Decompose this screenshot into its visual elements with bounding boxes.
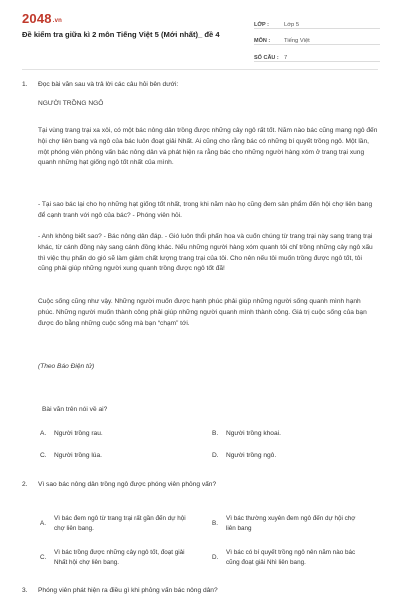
- question-number: 3.: [22, 587, 28, 594]
- answer-option-d[interactable]: [212, 548, 382, 570]
- option-text: Người trồng ngô.: [226, 452, 277, 459]
- question-number: 2.: [22, 481, 28, 488]
- question-prompt: Phóng viên phát hiện ra điều gì khi phỏng vấn bác nông dân?: [38, 587, 218, 594]
- passage-paragraph: - Anh không biết sao? - Bác nông dân đáp. - Gió luôn thổi phấn hoa và cuốn chúng từ trang trại này sang trang trại khác, từ cánh đồng này sang cánh đồng khác. Nếu những người hàng xóm quanh tôi chỉ trồng những cây ngô xấu thì việc thụ phấn do gió sẽ làm giảm chất lượng trang trại của tôi. Cho nên nếu tôi muốn trồng được ngô tốt, tôi cũng phải giúp những người xung quanh trồng được ngô tốt đã!: [38, 233, 373, 273]
- answer-option-d[interactable]: [212, 451, 382, 463]
- answer-option-c[interactable]: [40, 451, 210, 463]
- option-letter: D.: [212, 452, 219, 459]
- page-title: Đề kiểm tra giữa kì 2 môn Tiếng Việt 5 (Mới nhất)_ đề 4: [22, 30, 220, 39]
- answer-option-b[interactable]: [212, 429, 382, 441]
- option-letter: A.: [40, 430, 47, 437]
- option-text: Người trồng khoai.: [226, 430, 281, 437]
- option-text: Vì bác trồng được những cây ngô tốt, đoạt giải Nhất hội chợ liên bang.: [54, 549, 185, 566]
- meta-label: MÔN :: [254, 38, 271, 44]
- meta-value: Lớp 5: [284, 21, 300, 28]
- option-letter: C.: [40, 452, 47, 459]
- answer-option-c[interactable]: [40, 548, 210, 570]
- answer-option-b[interactable]: [212, 514, 382, 536]
- meta-label: LỚP :: [254, 21, 269, 28]
- option-text: Vì bác thường xuyên đem ngô đến dự hội chợ liên bang: [226, 515, 356, 532]
- option-text: Vì bác có bí quyết trồng ngô nên năm nào bác cũng đoạt giải Nhì liên bang.: [226, 549, 356, 566]
- page-header: [0, 0, 400, 66]
- meta-label: SỐ CÂU :: [254, 54, 279, 61]
- meta-row-class: [254, 14, 380, 29]
- passage-paragraph: Tại vùng trang trại xa xôi, có một bác nông dân trồng được những cây ngô rất tốt. Năm nào bác cũng mang ngô đến hội chợ liên bang và ngô của bác luôn đoạt giải Nhất. Ai cũng cho rằng bác có những bí quyết trồng ngô. Một lần, một phóng viên phỏng vấn bác nông dân và phát hiện ra rằng bác cho những người hàng xóm ở trang trại xung quanh những hạt giống ngô tốt nhất của mình.: [38, 127, 378, 167]
- passage-source: (Theo Báo Điện tử): [38, 363, 95, 370]
- quiz-meta: [254, 14, 380, 64]
- question-prompt: Vì sao bác nông dân trồng ngô được phóng viên phỏng vấn?: [38, 481, 217, 488]
- option-letter: A.: [40, 520, 46, 527]
- answer-option-a[interactable]: [40, 429, 210, 441]
- option-text: Người trồng lúa.: [54, 452, 102, 459]
- header-divider: [22, 69, 378, 70]
- meta-row-subject: [254, 31, 380, 46]
- passage-title: NGƯỜI TRỒNG NGÔ: [38, 100, 104, 107]
- option-letter: B.: [212, 430, 219, 437]
- meta-row-count: [254, 47, 380, 62]
- meta-value: Tiếng Việt: [284, 38, 310, 44]
- passage-paragraph: - Tại sao bác lại cho họ những hạt giống tốt nhất, trong khi năm nào họ cũng đem sản phẩm đến hội chợ liên bang để cạnh tranh với ngô của bác? - Phóng viên hỏi.: [38, 201, 373, 219]
- option-letter: C.: [40, 554, 47, 561]
- option-text: Vì bác đem ngô từ trang trại rất gần đến dự hội chợ liên bang.: [54, 515, 186, 532]
- question-number: 1.: [22, 81, 28, 88]
- sub-question: Bài văn trên nói về ai?: [42, 406, 108, 413]
- question-prompt: Đọc bài văn sau và trả lời các câu hỏi bên dưới:: [38, 81, 179, 88]
- answer-option-a[interactable]: [40, 514, 210, 536]
- option-letter: D.: [212, 554, 219, 561]
- meta-value: 7: [284, 54, 288, 61]
- site-logo[interactable]: 2048.vn: [22, 11, 63, 26]
- option-letter: B.: [212, 520, 218, 527]
- option-text: Người trồng rau.: [54, 430, 103, 437]
- passage-paragraph: Cuộc sống cũng như vậy. Những người muốn được hạnh phúc phải giúp những người sống quanh mình hạnh phúc. Những người muốn thành công phải giúp những người quanh mình thành công. Giá trị cuộc sống của bạn được đo bằng những cuộc sống mà bạn “chạm” tới.: [38, 298, 367, 327]
